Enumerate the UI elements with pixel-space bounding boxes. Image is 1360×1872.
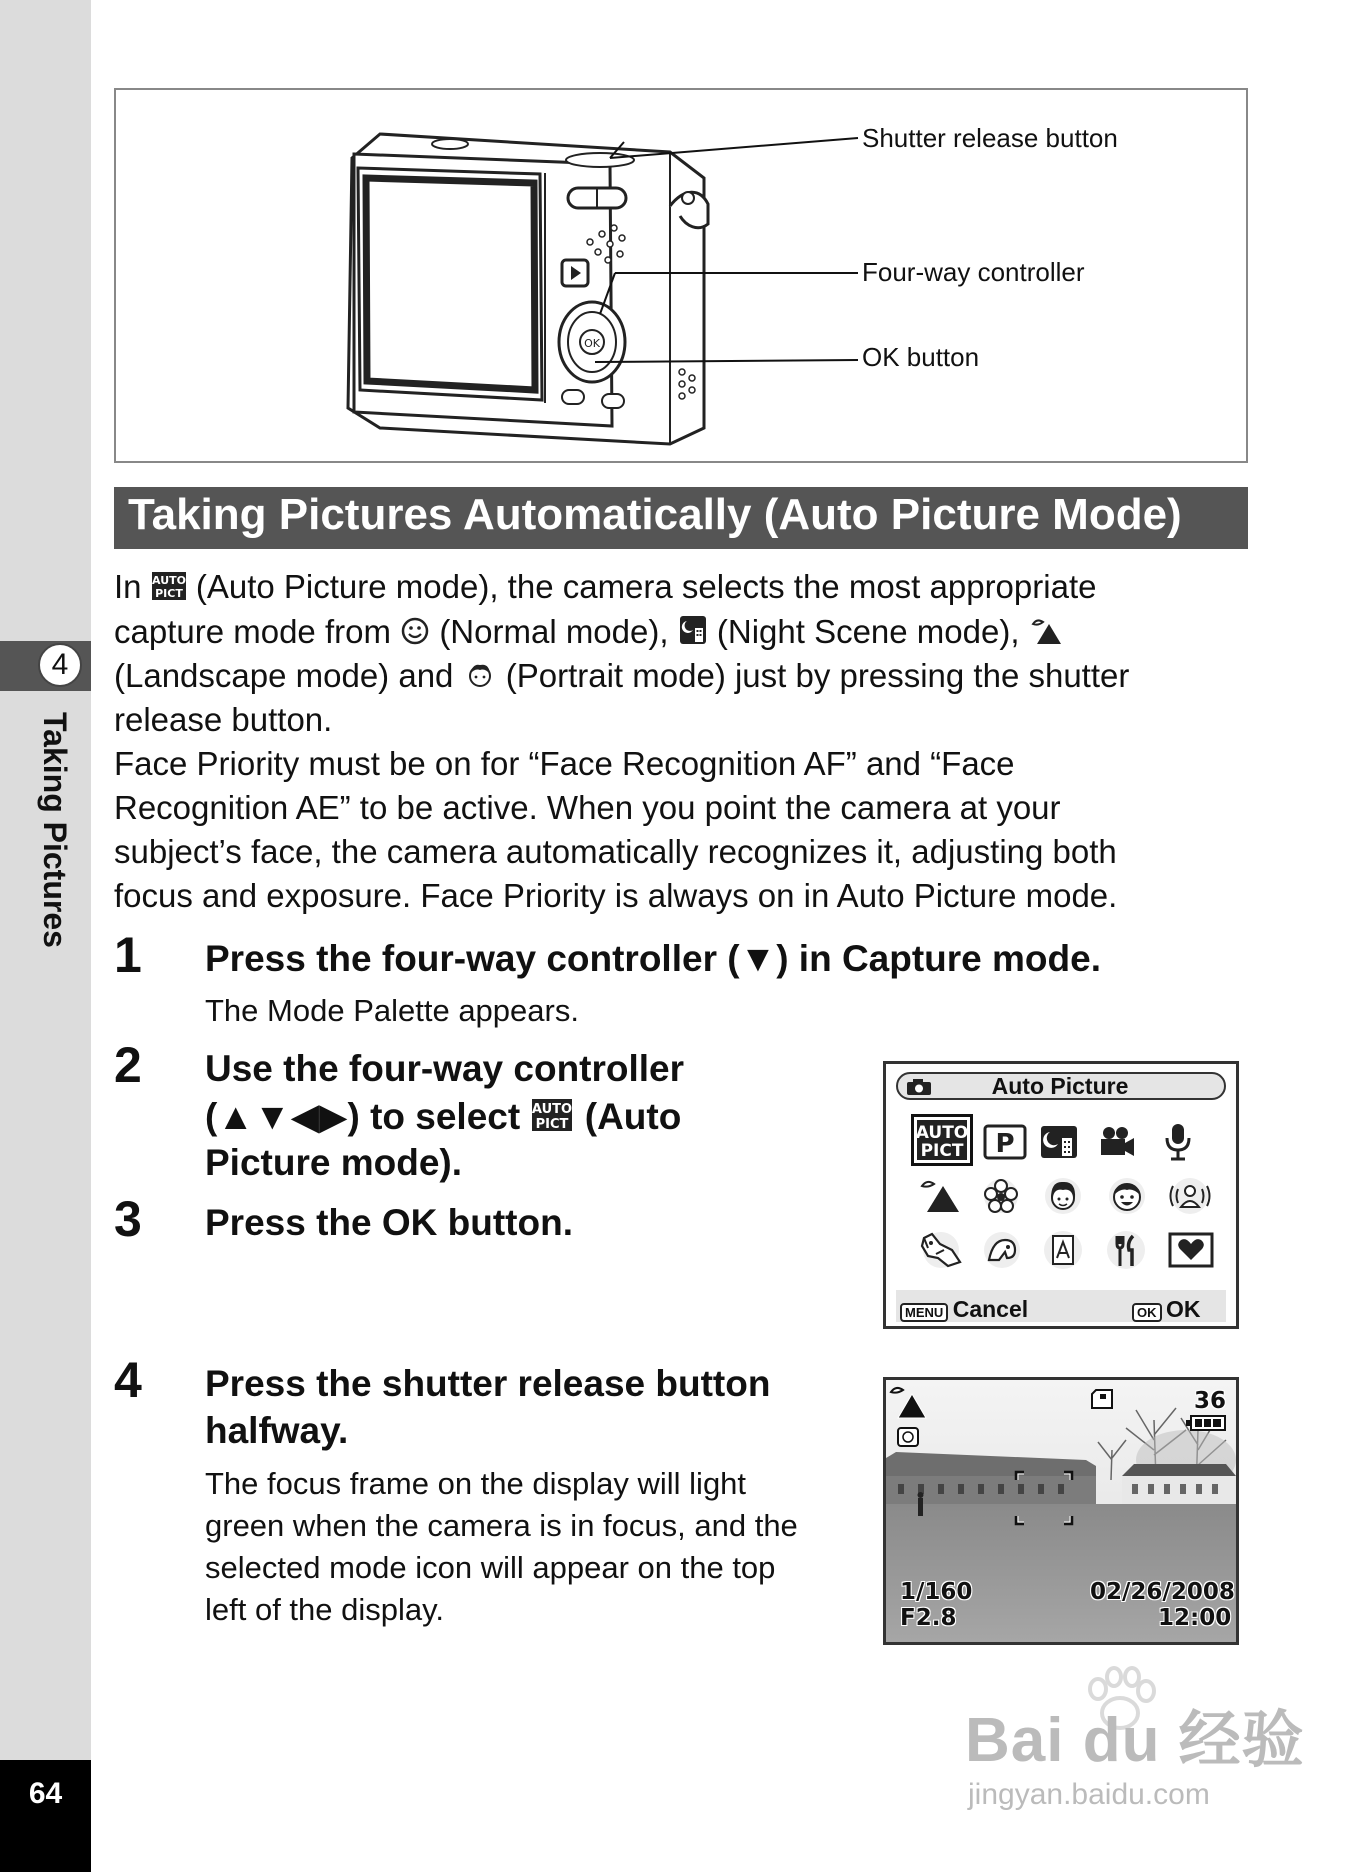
intro-text: (Auto Picture mode), the camera selects the most appropriate xyxy=(195,568,1097,605)
night-scene-icon[interactable] xyxy=(1039,1124,1079,1160)
intro-text: In xyxy=(114,568,142,605)
ok-mark: OK xyxy=(584,337,600,350)
watermark-url: jingyan.baidu.com xyxy=(968,1778,1210,1811)
shots-remaining: 36 xyxy=(1194,1388,1227,1414)
step-2-text: (Auto xyxy=(584,1096,682,1137)
step-2-text: (▲▼◀▶) to select xyxy=(205,1096,521,1137)
callout-leader-lines xyxy=(560,128,860,378)
svg-text:PICT: PICT xyxy=(154,587,183,600)
svg-text:P: P xyxy=(995,1129,1015,1159)
step-2-number: 2 xyxy=(114,1037,142,1093)
landscape-mode-icon xyxy=(1029,616,1065,646)
voice-recording-icon[interactable] xyxy=(1163,1122,1193,1162)
auto-picture-icon xyxy=(151,571,187,601)
mode-palette-title: Auto Picture xyxy=(991,1073,1129,1099)
night-scene-icon xyxy=(678,614,708,646)
watermark-brand: Bai du 经验 xyxy=(965,1706,1305,1775)
ok-key: OK xyxy=(1132,1303,1162,1322)
step-4-desc-line-2: green when the camera is in focus, and the xyxy=(205,1508,798,1543)
intro-line-1 xyxy=(114,568,1096,606)
kids-icon[interactable] xyxy=(1105,1176,1149,1216)
step-2-title-line-3: Picture mode). xyxy=(205,1142,462,1183)
svg-text:PICT: PICT xyxy=(536,1117,569,1132)
intro-text: capture mode from xyxy=(114,613,391,650)
step-3-number: 3 xyxy=(114,1191,142,1247)
cancel-label: Cancel xyxy=(952,1296,1029,1322)
intro-line-3 xyxy=(114,657,1129,695)
callout-four-way-controller: Four-way controller xyxy=(862,257,1085,287)
step-1-title: Press the four-way controller (▼) in Capture mode. xyxy=(205,938,1101,979)
section-heading: Taking Pictures Automatically (Auto Picture Mode) xyxy=(128,490,1182,539)
page-number: 64 xyxy=(28,1777,63,1810)
step-4-desc-line-3: selected mode icon will appear on the top xyxy=(205,1550,776,1585)
camera-icon xyxy=(906,1078,932,1096)
auto-picture-icon xyxy=(530,1097,574,1133)
palette-auto-picture-icon[interactable] xyxy=(911,1114,973,1166)
frame-composite-icon[interactable] xyxy=(1168,1232,1214,1268)
flower-icon[interactable] xyxy=(980,1176,1022,1216)
movie-icon[interactable] xyxy=(1097,1124,1137,1160)
program-icon[interactable] xyxy=(983,1124,1027,1160)
intro-text: (Portrait mode) just by pressing the shutter xyxy=(505,657,1130,694)
ok-label: OK xyxy=(1165,1296,1201,1322)
callout-ok-button: OK button xyxy=(862,342,980,372)
intro-text: (Normal mode), xyxy=(439,613,669,650)
svg-text:AUTO: AUTO xyxy=(532,1102,573,1117)
step-3-title: Press the OK button. xyxy=(205,1202,573,1243)
callout-shutter-release-button: Shutter release button xyxy=(862,123,1118,153)
pet-icon[interactable] xyxy=(918,1230,964,1270)
date: 02/26/2008 xyxy=(1090,1579,1235,1605)
shutter-speed: 1/160 xyxy=(900,1579,973,1605)
step-4-desc-line-1: The focus frame on the display will light xyxy=(205,1466,747,1501)
chapter-number: 4 xyxy=(38,643,82,687)
portrait-mode-icon xyxy=(463,660,497,690)
surf-snow-icon[interactable] xyxy=(981,1230,1023,1270)
time: 12:00 xyxy=(1158,1605,1232,1631)
step-4-number: 4 xyxy=(114,1352,142,1408)
step-2-title-line-1: Use the four-way controller xyxy=(205,1048,685,1089)
normal-mode-icon xyxy=(400,616,430,646)
ok-action[interactable] xyxy=(1132,1296,1200,1323)
intro-text: (Landscape mode) and xyxy=(114,657,454,694)
landscape-icon[interactable] xyxy=(919,1178,961,1214)
aperture: F2.8 xyxy=(900,1605,957,1631)
step-1-desc: The Mode Palette appears. xyxy=(205,993,579,1028)
menu-key: MENU xyxy=(900,1303,948,1322)
svg-text:AUTO: AUTO xyxy=(915,1123,969,1143)
portrait-icon[interactable] xyxy=(1041,1176,1085,1216)
step-4-title-line-1: Press the shutter release button xyxy=(205,1363,771,1404)
svg-text:AUTO: AUTO xyxy=(151,574,186,587)
face-priority-line-2: Recognition AE” to be active. When you point the camera at your xyxy=(114,789,1061,826)
intro-line-4: release button. xyxy=(114,701,333,738)
intro-line-2 xyxy=(114,613,1065,651)
step-4-title-line-2: halfway. xyxy=(205,1410,349,1451)
face-priority-line-4: focus and exposure. Face Priority is always on in Auto Picture mode. xyxy=(114,877,1118,914)
face-priority-line-3: subject’s face, the camera automatically recognizes it, adjusting both xyxy=(114,833,1117,870)
digital-sr-icon[interactable] xyxy=(1165,1176,1215,1216)
intro-text: (Night Scene mode), xyxy=(716,613,1020,650)
step-4-desc-line-4: left of the display. xyxy=(205,1592,444,1627)
food-icon[interactable] xyxy=(1105,1228,1147,1272)
svg-text:PICT: PICT xyxy=(920,1141,964,1161)
chapter-title: Taking Pictures xyxy=(37,712,73,948)
step-2-title-line-2 xyxy=(205,1095,681,1138)
text-icon[interactable] xyxy=(1042,1228,1084,1272)
step-1-number: 1 xyxy=(114,927,142,983)
face-priority-line-1: Face Priority must be on for “Face Recognition AF” and “Face xyxy=(114,745,1015,782)
cancel-action[interactable] xyxy=(900,1296,1028,1323)
